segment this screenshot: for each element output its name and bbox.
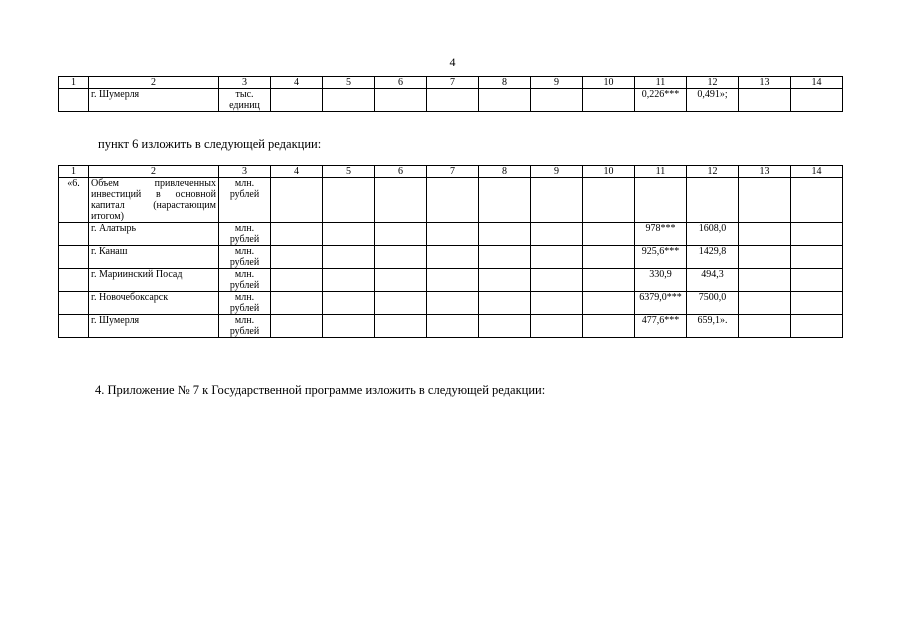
header-cell: 9 — [531, 77, 583, 89]
table-row — [59, 89, 843, 112]
unit-cell: млн. рублей — [219, 315, 271, 338]
header-cell: 7 — [427, 166, 479, 178]
header-cell: 14 — [791, 166, 843, 178]
page-number: 4 — [449, 55, 456, 69]
empty-cell — [323, 315, 375, 338]
empty-cell — [375, 269, 427, 292]
empty-cell — [531, 269, 583, 292]
table-header-row — [59, 77, 843, 89]
table-row — [59, 269, 843, 292]
empty-cell — [479, 315, 531, 338]
empty-cell — [531, 223, 583, 246]
value-col-11-cell: 6379,0*** — [635, 292, 687, 315]
empty-cell — [583, 223, 635, 246]
header-cell: 2 — [89, 77, 219, 89]
header-cell: 1 — [59, 166, 89, 178]
header-cell: 2 — [89, 166, 219, 178]
empty-cell — [791, 269, 843, 292]
empty-cell — [271, 292, 323, 315]
empty-cell — [739, 223, 791, 246]
empty-cell — [427, 89, 479, 112]
empty-cell — [531, 246, 583, 269]
empty-cell — [375, 223, 427, 246]
row-number-cell — [59, 246, 89, 269]
table-row — [59, 292, 843, 315]
empty-cell — [271, 89, 323, 112]
header-cell: 8 — [479, 166, 531, 178]
header-cell: 11 — [635, 77, 687, 89]
paragraph-point-6: пункт 6 изложить в следующей редакции: — [98, 137, 322, 151]
header-cell: 11 — [635, 166, 687, 178]
empty-cell — [479, 246, 531, 269]
empty-cell — [583, 246, 635, 269]
header-cell: 5 — [323, 77, 375, 89]
unit-cell: млн. рублей — [219, 269, 271, 292]
row-number-cell — [59, 269, 89, 292]
value-col-12-cell: 659,1». — [687, 315, 739, 338]
empty-cell — [375, 246, 427, 269]
header-cell: 3 — [219, 77, 271, 89]
header-cell: 13 — [739, 77, 791, 89]
unit-cell: тыс. единиц — [219, 89, 271, 112]
row-number-cell — [59, 292, 89, 315]
empty-cell — [323, 246, 375, 269]
row-name-cell: г. Шумерля — [89, 315, 219, 338]
row-number-cell: «6. — [59, 178, 89, 223]
empty-cell — [583, 315, 635, 338]
value-col-12-cell: 0,491»; — [687, 89, 739, 112]
row-name-cell: г. Канаш — [89, 246, 219, 269]
table-header-row — [59, 166, 843, 178]
empty-cell — [427, 269, 479, 292]
header-cell: 14 — [791, 77, 843, 89]
empty-cell — [323, 178, 375, 223]
header-cell: 10 — [583, 77, 635, 89]
empty-cell — [791, 223, 843, 246]
unit-cell: млн. рублей — [219, 178, 271, 223]
empty-cell — [271, 315, 323, 338]
unit-cell: млн. рублей — [219, 292, 271, 315]
empty-cell — [583, 292, 635, 315]
empty-cell — [271, 223, 323, 246]
empty-cell — [479, 223, 531, 246]
header-cell: 10 — [583, 166, 635, 178]
header-cell: 13 — [739, 166, 791, 178]
header-cell: 12 — [687, 166, 739, 178]
value-col-11-cell: 978*** — [635, 223, 687, 246]
value-col-11-cell: 0,226*** — [635, 89, 687, 112]
empty-cell — [271, 178, 323, 223]
unit-cell: млн. рублей — [219, 246, 271, 269]
value-col-11-cell: 477,6*** — [635, 315, 687, 338]
empty-cell — [323, 269, 375, 292]
value-col-12-cell: 494,3 — [687, 269, 739, 292]
header-cell: 12 — [687, 77, 739, 89]
empty-cell — [739, 89, 791, 112]
row-number-cell — [59, 89, 89, 112]
empty-cell — [531, 178, 583, 223]
row-name-cell: г. Мариинский Посад — [89, 269, 219, 292]
empty-cell — [739, 178, 791, 223]
value-col-12-cell: 7500,0 — [687, 292, 739, 315]
value-col-12-cell — [687, 178, 739, 223]
empty-cell — [479, 292, 531, 315]
empty-cell — [583, 89, 635, 112]
empty-cell — [375, 292, 427, 315]
empty-cell — [479, 178, 531, 223]
empty-cell — [323, 89, 375, 112]
empty-cell — [479, 269, 531, 292]
empty-cell — [791, 178, 843, 223]
empty-cell — [427, 223, 479, 246]
empty-cell — [271, 269, 323, 292]
indicator-table-2 — [58, 165, 843, 338]
table-row — [59, 315, 843, 338]
empty-cell — [427, 178, 479, 223]
header-cell: 4 — [271, 166, 323, 178]
row-number-cell — [59, 223, 89, 246]
value-col-12-cell: 1608,0 — [687, 223, 739, 246]
empty-cell — [375, 315, 427, 338]
header-cell: 7 — [427, 77, 479, 89]
row-number-cell — [59, 315, 89, 338]
indicator-table-1 — [58, 76, 843, 112]
empty-cell — [531, 89, 583, 112]
value-col-11-cell: 330,9 — [635, 269, 687, 292]
header-cell: 5 — [323, 166, 375, 178]
header-cell: 4 — [271, 77, 323, 89]
empty-cell — [479, 89, 531, 112]
row-name-cell: г. Шумерля — [89, 89, 219, 112]
header-cell: 8 — [479, 77, 531, 89]
table-row — [59, 178, 843, 223]
empty-cell — [791, 292, 843, 315]
header-cell: 9 — [531, 166, 583, 178]
empty-cell — [271, 246, 323, 269]
empty-cell — [583, 269, 635, 292]
empty-cell — [531, 292, 583, 315]
value-col-11-cell — [635, 178, 687, 223]
empty-cell — [583, 178, 635, 223]
row-name-cell: г. Алатырь — [89, 223, 219, 246]
unit-cell: млн. рублей — [219, 223, 271, 246]
header-cell: 3 — [219, 166, 271, 178]
value-col-12-cell: 1429,8 — [687, 246, 739, 269]
value-col-11-cell: 925,6*** — [635, 246, 687, 269]
empty-cell — [791, 315, 843, 338]
empty-cell — [791, 89, 843, 112]
empty-cell — [739, 315, 791, 338]
row-name-cell: Объем привлеченных инвестиций в основной капитал (нарастающим итогом) — [89, 178, 219, 223]
header-cell: 6 — [375, 77, 427, 89]
empty-cell — [791, 246, 843, 269]
empty-cell — [427, 292, 479, 315]
empty-cell — [375, 178, 427, 223]
empty-cell — [323, 223, 375, 246]
empty-cell — [427, 315, 479, 338]
header-cell: 6 — [375, 166, 427, 178]
empty-cell — [375, 89, 427, 112]
empty-cell — [739, 292, 791, 315]
table-row — [59, 246, 843, 269]
header-cell: 1 — [59, 77, 89, 89]
empty-cell — [323, 292, 375, 315]
paragraph-appendix-7: 4. Приложение № 7 к Государственной программе изложить в следующей редакции: — [95, 383, 546, 397]
empty-cell — [739, 246, 791, 269]
row-name-cell: г. Новочебоксарск — [89, 292, 219, 315]
empty-cell — [427, 246, 479, 269]
empty-cell — [739, 269, 791, 292]
empty-cell — [531, 315, 583, 338]
table-row — [59, 223, 843, 246]
